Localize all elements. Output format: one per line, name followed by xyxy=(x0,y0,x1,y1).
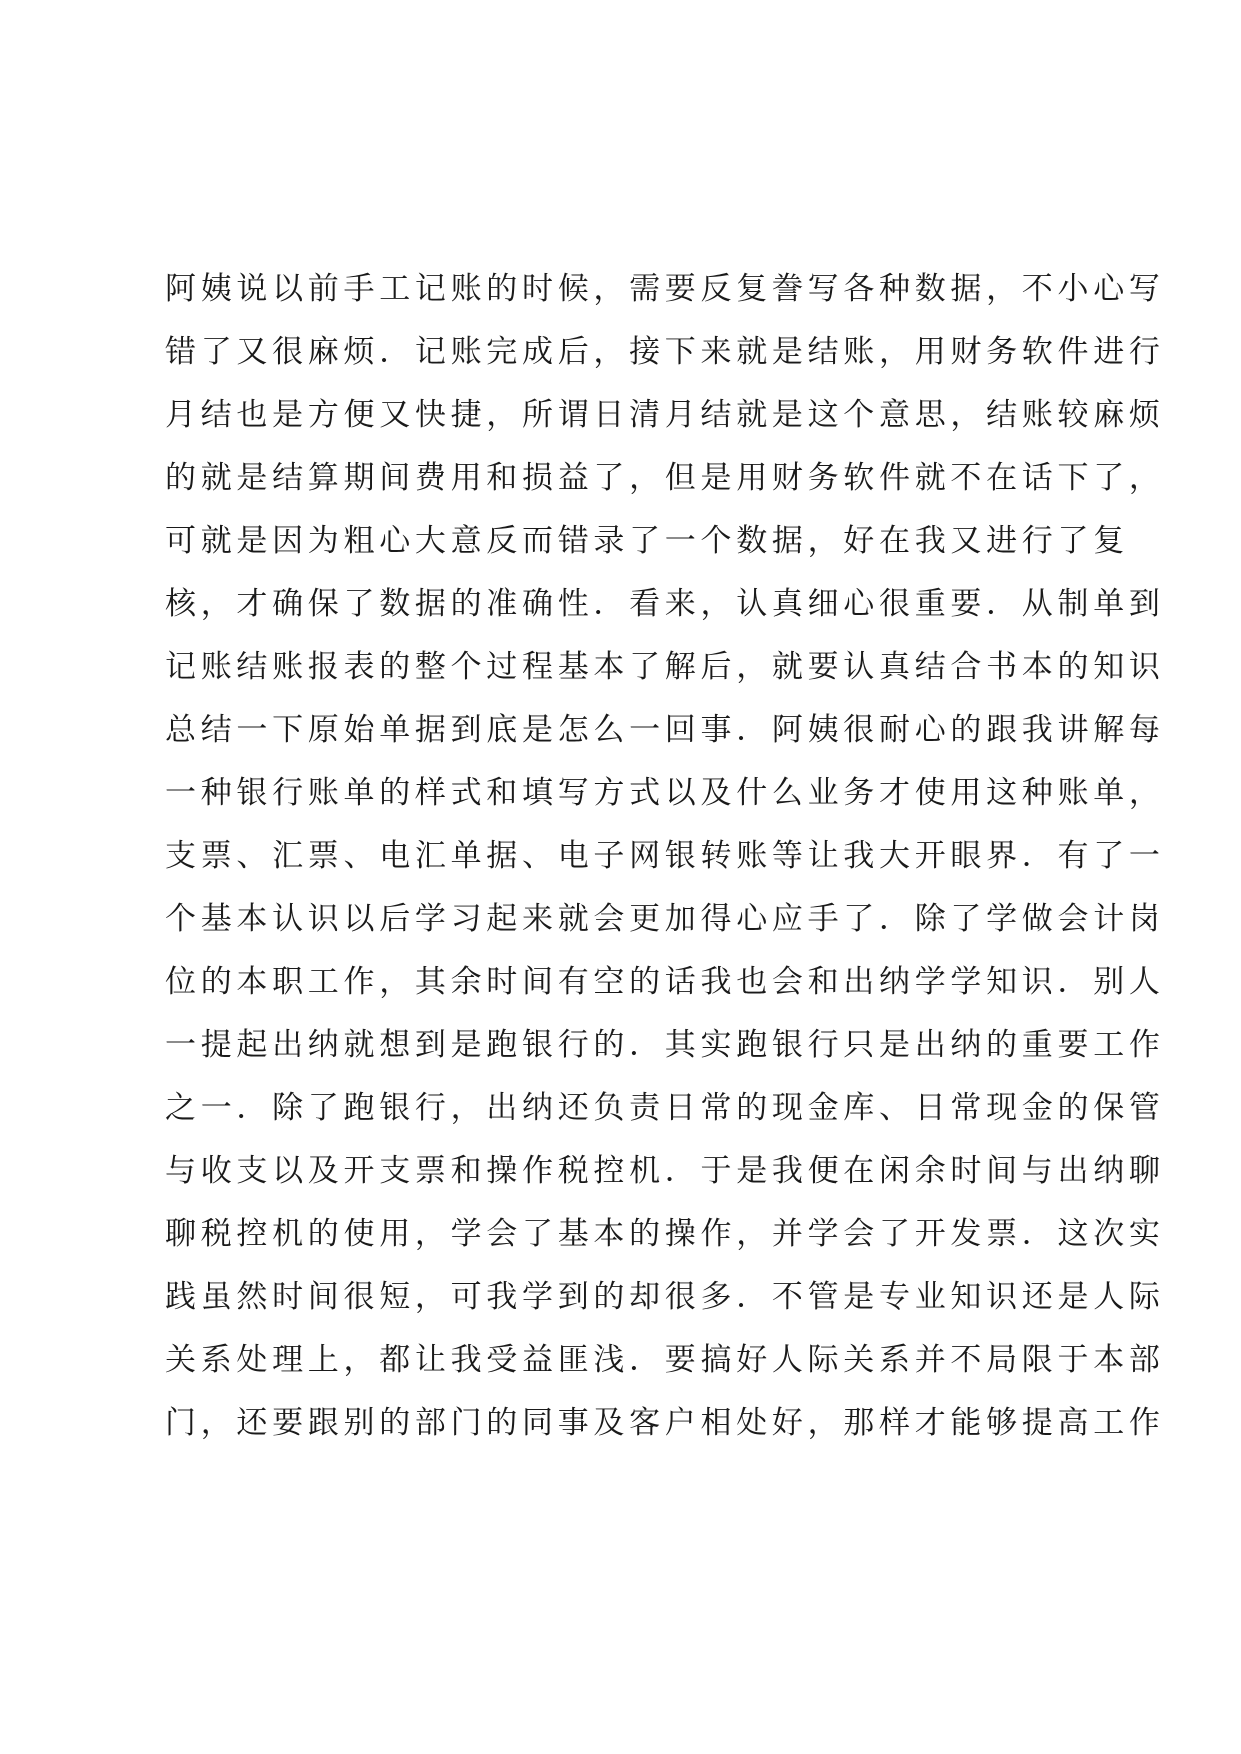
text-line: 关系处理上，都让我受益匪浅．要搞好人际关系并不局限于本部 xyxy=(165,1342,1165,1378)
text-line: 位的本职工作，其余时间有空的话我也会和出纳学学知识．别人 xyxy=(165,964,1165,1000)
text-line: 的就是结算期间费用和损益了，但是用财务软件就不在话下了， xyxy=(165,460,1165,496)
text-line: 记账结账报表的整个过程基本了解后，就要认真结合书本的知识 xyxy=(165,649,1165,685)
text-line: 门，还要跟别的部门的同事及客户相处好，那样才能够提高工作 xyxy=(165,1405,1165,1441)
body-paragraph xyxy=(165,258,1165,1455)
text-line: 个基本认识以后学习起来就会更加得心应手了．除了学做会计岗 xyxy=(165,901,1165,937)
text-line: 一种银行账单的样式和填写方式以及什么业务才使用这种账单， xyxy=(165,775,1165,811)
text-line: 可就是因为粗心大意反而错录了一个数据，好在我又进行了复 xyxy=(165,523,1129,559)
text-line: 与收支以及开支票和操作税控机．于是我便在闲余时间与出纳聊 xyxy=(165,1153,1165,1189)
text-line: 聊税控机的使用，学会了基本的操作，并学会了开发票．这次实 xyxy=(165,1216,1165,1252)
text-line: 月结也是方便又快捷，所谓日清月结就是这个意思，结账较麻烦 xyxy=(165,397,1165,433)
text-line: 践虽然时间很短，可我学到的却很多．不管是专业知识还是人际 xyxy=(165,1279,1165,1315)
text-line: 支票、汇票、电汇单据、电子网银转账等让我大开眼界．有了一 xyxy=(165,838,1165,874)
text-line: 总结一下原始单据到底是怎么一回事．阿姨很耐心的跟我讲解每 xyxy=(165,712,1165,748)
text-line: 一提起出纳就想到是跑银行的．其实跑银行只是出纳的重要工作 xyxy=(165,1027,1165,1063)
text-line: 之一．除了跑银行，出纳还负责日常的现金库、日常现金的保管 xyxy=(165,1090,1165,1126)
text-line: 阿姨说以前手工记账的时候，需要反复誊写各种数据，不小心写 xyxy=(165,271,1165,307)
text-line: 核，才确保了数据的准确性．看来，认真细心很重要．从制单到 xyxy=(165,586,1165,622)
text-line: 错了又很麻烦．记账完成后，接下来就是结账，用财务软件进行 xyxy=(165,334,1165,370)
